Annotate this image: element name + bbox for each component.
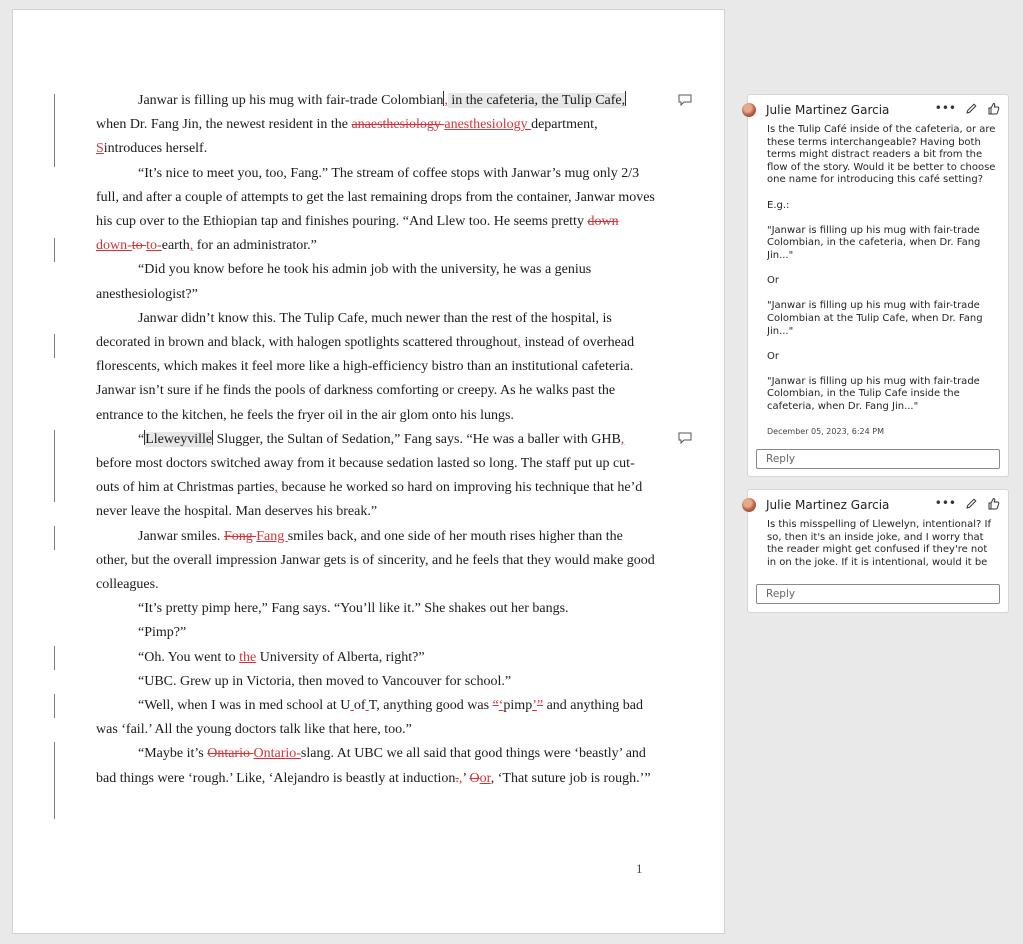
inserted-text: or: [479, 770, 491, 786]
document-page: [12, 9, 725, 934]
text-run: because he worked so hard on improving his technique that he’d never leave the hospital. Man deserves his break.”: [96, 480, 643, 520]
inserted-text: down-: [96, 238, 132, 254]
inserted-text: Ontario-: [253, 746, 301, 762]
text-run: when Dr. Fang Jin, the newest resident in the: [96, 117, 352, 133]
paragraph: [96, 742, 656, 790]
inserted-text: ,: [274, 480, 278, 496]
paragraph: [96, 162, 656, 259]
text-run: “Oh. You went to: [138, 649, 240, 665]
more-options-icon[interactable]: •••: [934, 496, 956, 510]
text-run: Slugger, the Sultan of Sedation,” Fang says. “He was a baller with GHB: [213, 431, 621, 447]
text-run: before most doctors switched away from it because sedation lasted so long. The staff put up cut-outs of him at Christmas parties: [96, 456, 635, 496]
inserted-text: ,: [458, 770, 463, 786]
text-run: “It’s nice to meet you, too, Fang.” The stream of coffee stops with Janwar’s mug only 2/3 full, and after a couple of attempts to get the last remaining drops from the container, Janwar moves his cup over to the Ethiopian tap and finishes pouring. “And Llew too. He seems pretty: [96, 165, 655, 230]
inserted-text: ‘: [498, 698, 504, 714]
change-bar: [54, 94, 55, 167]
text-run: for an administrator.”: [193, 238, 317, 254]
pencil-icon[interactable]: [965, 102, 978, 115]
paragraph: [96, 89, 656, 162]
document-body[interactable]: [96, 89, 656, 791]
thumbs-up-icon[interactable]: [987, 497, 1000, 510]
text-run: T, anything good was: [368, 698, 493, 714]
comment-author: Julie Martinez Garcia: [766, 103, 890, 117]
reply-input[interactable]: Reply: [756, 584, 1000, 604]
paragraph: [96, 646, 656, 670]
deleted-text: .: [455, 770, 459, 786]
paragraph: [96, 694, 656, 742]
inserted-text: ,: [517, 335, 521, 351]
text-run: , ‘That suture job is rough.’”: [490, 770, 651, 786]
text-run: “: [138, 431, 145, 447]
comment-icon[interactable]: [678, 94, 692, 106]
text-run: instead of overhead florescents, which makes it feel more like a high-efficiency bistro than an institutional cafeteria. Janwar isn’t sure if he finds the pools of darkness comforting or creepy. As he walks past the entrance to the kitchen, he feels the fryer oil in the air glom onto his lungs.: [96, 335, 635, 423]
text-run: pimp: [503, 698, 533, 714]
deleted-text: O: [469, 770, 480, 786]
deleted-text: anaesthesiology: [351, 117, 445, 133]
text-run: earth: [161, 238, 190, 254]
text-run: University of Alberta, right?”: [256, 649, 425, 665]
text-run: introduces herself.: [103, 141, 208, 157]
text-run: of: [353, 698, 366, 714]
comment-author: Julie Martinez Garcia: [766, 498, 890, 512]
text-run: “Maybe it’s: [138, 746, 208, 762]
text-run: “It’s pretty pimp here,” Fang says. “You’ll like it.” She shakes out her bangs.: [138, 601, 569, 617]
text-run: “Well, when I was in med school at U: [138, 698, 351, 714]
paragraph: [96, 428, 656, 525]
paragraph: [96, 307, 656, 428]
inserted-text: S: [96, 141, 104, 157]
change-bar: [54, 430, 55, 454]
text-run: and anything bad was ‘fail.’ All the young doctors talk like that here, too.”: [96, 698, 644, 738]
text-run: ’: [462, 770, 470, 786]
paragraph: [96, 525, 656, 598]
inserted-text: anesthesiology: [444, 117, 532, 133]
deleted-text: to: [131, 238, 147, 254]
inserted-text: the: [239, 649, 257, 665]
inserted-text: ,: [620, 431, 625, 447]
text-run: “UBC. Grew up in Victoria, then moved to Vancouver for school.”: [138, 673, 512, 689]
change-bar: [54, 238, 55, 262]
more-options-icon[interactable]: •••: [934, 101, 956, 115]
commented-text: Lleweyville: [145, 431, 213, 447]
change-bar: [54, 526, 55, 550]
text-run: Janwar is filling up his mug with fair-trade Colombian: [138, 93, 444, 108]
deleted-text: ”: [536, 698, 544, 714]
text-run: “Pimp?”: [138, 625, 187, 641]
comment-body: Is the Tulip Café inside of the cafeteria, or are these terms interchangeable? Having both terms might distract readers a bit from the flow of the story. Would it be better to choose one name for introducing this café setting? E.g.: "Janwar is filling up his mug with fair-trade Colombian, in the cafeteria, when Dr. Fang Jin..." Or "Janwar is filling up his mug with fair-trade Colombian at the Tulip Cafe, when Dr. Fang Jin..." Or "Janwar is filling up his mug with fair-trade Colombian, in the Tulip Cafe inside the cafeteria, when Dr. Fang Jin...": [767, 124, 996, 413]
text-run: smiles back, and one side of her mouth rises higher than the other, but the overall impression Janwar gets is of sincerity, and he feels that they would make good colleagues.: [96, 528, 655, 593]
deleted-text: “: [492, 698, 499, 714]
thumbs-up-icon[interactable]: [987, 102, 1000, 115]
text-run: Janwar didn’t know this. The Tulip Cafe, much newer than the rest of the hospital, is decorated in brown and black, with halogen spotlights scattered throughout: [96, 310, 612, 351]
reply-input[interactable]: Reply: [756, 449, 1000, 469]
paragraph: [96, 597, 656, 621]
paragraph: [96, 670, 656, 694]
text-run: department,: [531, 117, 598, 133]
deleted-text: down: [587, 214, 619, 230]
pencil-icon[interactable]: [965, 497, 978, 510]
comment-icon[interactable]: [678, 432, 692, 444]
text-run: Janwar smiles.: [138, 528, 224, 544]
inserted-text: to-: [146, 238, 162, 254]
paragraph: [96, 621, 656, 645]
change-bar: [54, 694, 55, 718]
paragraph: [96, 258, 656, 306]
text-run: “Did you know before he took his admin job with the university, he was a genius anesthesiologist?”: [96, 262, 592, 302]
comment-card[interactable]: [747, 489, 1009, 613]
comment-date: December 05, 2023, 6:24 PM: [767, 427, 884, 436]
cursor-marker: [625, 91, 626, 106]
change-bar: [54, 646, 55, 670]
change-bar: [54, 478, 55, 502]
inserted-text: Fang: [256, 528, 288, 544]
commented-text: in the cafeteria, the Tulip Cafe,: [447, 93, 626, 108]
change-bar: [54, 454, 55, 478]
inserted-text: ’: [532, 698, 537, 714]
avatar: [742, 103, 756, 117]
inserted-text: ,: [189, 238, 194, 254]
avatar: [742, 498, 756, 512]
comment-body: Is this misspelling of Llewelyn, intentional? If so, then it's an inside joke, and I worry that the reader might get confused if they're not in on the joke. If it is intentional, would it be: [767, 519, 991, 568]
comment-card[interactable]: [747, 94, 1009, 477]
text-run: slang. At UBC we all said that good things were ‘beastly’ and bad things were ‘rough.’ Like, ‘Alejandro is beastly at induction: [96, 746, 646, 786]
change-bar: [54, 742, 55, 819]
change-bar: [54, 334, 55, 358]
deleted-text: Ontario: [207, 746, 254, 762]
page-number: 1: [636, 861, 643, 876]
inserted-text: ,: [444, 93, 448, 108]
deleted-text: Fong: [223, 528, 257, 544]
